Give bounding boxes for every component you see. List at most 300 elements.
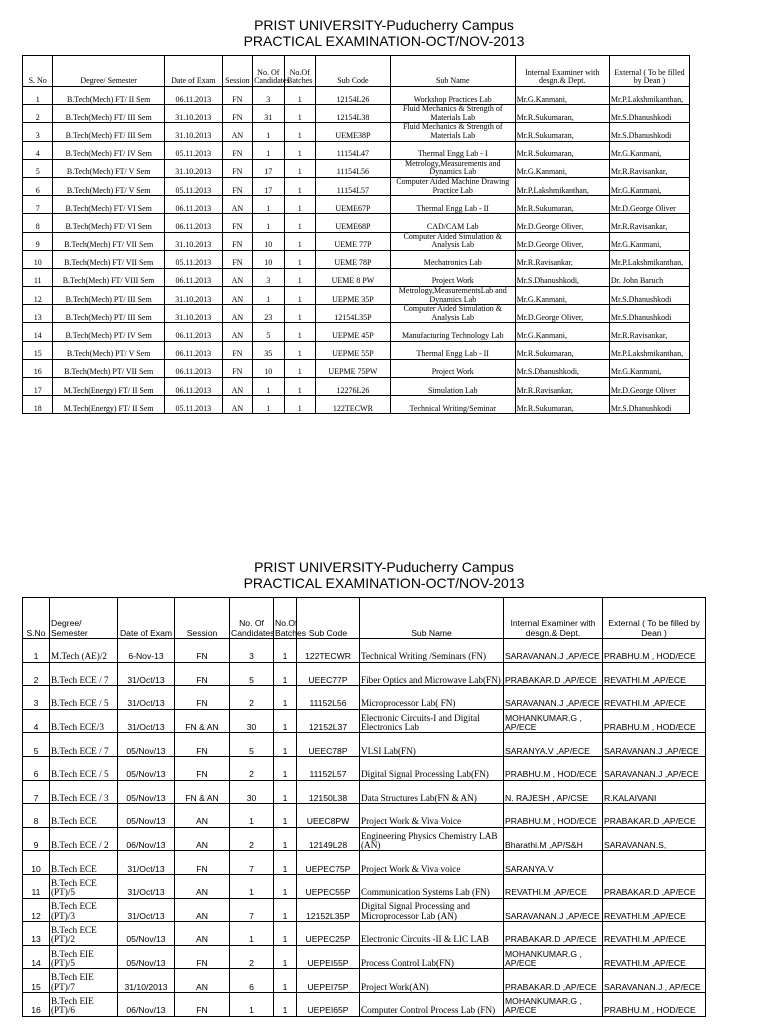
- table-cell: 3: [230, 639, 274, 663]
- table-cell: Mr.S.Dhanushkodi: [609, 287, 689, 305]
- table-row: [23, 780, 706, 804]
- table-cell: 23: [253, 305, 284, 323]
- table-cell: AN: [222, 287, 252, 305]
- table-cell: 1: [284, 378, 315, 396]
- table-cell: SARAVANAN.J ,AP/ECE: [504, 686, 603, 710]
- table-cell: 11154L57: [315, 177, 390, 195]
- table-cell: Mr.R.Ravisankar,: [609, 214, 689, 232]
- table-cell: Electronic Circuits -II & LIC LAB: [360, 922, 504, 946]
- table-cell: AN: [222, 305, 252, 323]
- table-cell: 05.11.2013: [164, 250, 222, 268]
- table-cell: 06.11.2013: [164, 378, 222, 396]
- table-cell: Data Structures Lab(FN & AN): [360, 780, 504, 804]
- table-cell: 06.11.2013: [164, 87, 222, 105]
- table-cell: 1: [274, 851, 297, 875]
- table-cell: 10: [253, 250, 284, 268]
- table-cell: 31.10.2013: [164, 105, 222, 123]
- table-cell: 3: [253, 87, 284, 105]
- table-cell: FN: [175, 662, 230, 686]
- table-cell: Mr.G.Kanmani,: [515, 287, 609, 305]
- table-cell: 12: [23, 898, 50, 922]
- table-cell: 1: [274, 992, 297, 1016]
- table-cell: 11: [23, 874, 50, 898]
- table-cell: 05.11.2013: [164, 177, 222, 195]
- column-header: Session: [175, 598, 230, 639]
- table-cell: AN: [222, 123, 252, 141]
- table-cell: FN: [175, 992, 230, 1016]
- table-cell: AN: [175, 969, 230, 993]
- table-cell: Mr.G.Kanmani,: [515, 87, 609, 105]
- table-cell: Mr.G.Kanmani,: [515, 323, 609, 341]
- table-row: [23, 898, 706, 922]
- table-cell: Mr.G.Kanmani,: [515, 159, 609, 177]
- table-cell: 31/Oct/13: [118, 709, 175, 733]
- table-cell: UEPEI55P: [297, 945, 360, 969]
- table-cell: 1: [253, 287, 284, 305]
- table-cell: 1: [284, 214, 315, 232]
- table-cell: 1: [274, 639, 297, 663]
- table-cell: UEME 8 PW: [315, 268, 390, 286]
- table-row: [23, 323, 690, 341]
- table-cell: 1: [274, 874, 297, 898]
- table-cell: 10: [253, 359, 284, 377]
- table-cell: FN: [222, 105, 252, 123]
- table-cell: CAD/CAM Lab: [390, 214, 515, 232]
- table-cell: B.Tech(Mech) FT/ VI Sem: [53, 214, 165, 232]
- table-row: [23, 662, 706, 686]
- column-header: Sub Name: [390, 56, 515, 87]
- table-cell: FN: [222, 141, 252, 159]
- table-cell: 5: [230, 733, 274, 757]
- table-cell: 06/Nov/13: [118, 992, 175, 1016]
- table-cell: UEPEI65P: [297, 992, 360, 1016]
- table-cell: 6: [230, 969, 274, 993]
- table-cell: 31/Oct/13: [118, 662, 175, 686]
- table-row: [23, 177, 690, 195]
- table-cell: Project Work(AN): [360, 969, 504, 993]
- table-cell: Mr.R.Sukumaran,: [515, 105, 609, 123]
- table-cell: 1: [230, 804, 274, 828]
- table-cell: FN: [222, 87, 252, 105]
- table-cell: AN: [222, 196, 252, 214]
- table-cell: 05/Nov/13: [118, 756, 175, 780]
- table-row: [23, 378, 690, 396]
- table-cell: UEPME 35P: [315, 287, 390, 305]
- table-cell: Project Work & Viva voice: [360, 851, 504, 875]
- table-cell: 31.10.2013: [164, 123, 222, 141]
- table-cell: B.Tech EIE (PT)/7: [50, 969, 118, 993]
- table-cell: 1: [284, 87, 315, 105]
- table-cell: FN: [175, 686, 230, 710]
- table-cell: Mr.D.George Oliver,: [515, 305, 609, 323]
- table-cell: B.Tech ECE (PT)/2: [50, 922, 118, 946]
- table-cell: Mr.R.Ravisankar,: [609, 323, 689, 341]
- table-cell: B.Tech ECE / 5: [50, 686, 118, 710]
- table-cell: SARAVANAN.S,: [603, 827, 706, 851]
- table-cell: 1: [284, 268, 315, 286]
- table-cell: MOHANKUMAR.G , AP/ECE: [504, 709, 603, 733]
- table-row: [23, 686, 706, 710]
- table-cell: M.Tech(Energy) FT/ II Sem: [53, 396, 165, 414]
- table-cell: Process Control Lab(FN): [360, 945, 504, 969]
- table-cell: 9: [23, 232, 53, 250]
- table-cell: UEME 77P: [315, 232, 390, 250]
- table-cell: 122TECWR: [315, 396, 390, 414]
- table-cell: PRABAKAR.D ,AP/ECE: [504, 969, 603, 993]
- table-cell: 1: [230, 992, 274, 1016]
- table-row: [23, 105, 690, 123]
- table-cell: UEPEC25P: [297, 922, 360, 946]
- table-cell: 2: [230, 756, 274, 780]
- table-cell: 6: [23, 756, 50, 780]
- section2-subtitle: PRACTICAL EXAMINATION-OCT/NOV-2013: [243, 575, 525, 591]
- table-cell: 7: [230, 851, 274, 875]
- table-cell: 12154L35P: [315, 305, 390, 323]
- table-cell: UEPME 55P: [315, 341, 390, 359]
- table-row: [23, 250, 690, 268]
- table-cell: UEPEI75P: [297, 969, 360, 993]
- table-cell: B.Tech(Mech) PT/ IV Sem: [53, 323, 165, 341]
- table-header-row: [23, 598, 706, 639]
- table-cell: REVATHI.M ,AP/ECE: [603, 945, 706, 969]
- table-cell: AN: [222, 396, 252, 414]
- table-row: [23, 756, 706, 780]
- table-cell: FN: [175, 733, 230, 757]
- table-cell: 05.11.2013: [164, 396, 222, 414]
- table-cell: 11: [23, 268, 53, 286]
- table-cell: REVATHI.M ,AP/ECE: [603, 686, 706, 710]
- table-cell: FN: [222, 359, 252, 377]
- table-cell: FN: [222, 250, 252, 268]
- table-cell: UEPME 45P: [315, 323, 390, 341]
- table-cell: PRABAKAR.D ,AP/ECE: [504, 922, 603, 946]
- table-cell: Mr.S.Dhanushkodi: [609, 123, 689, 141]
- column-header: S. No: [23, 56, 53, 87]
- table-cell: 1: [230, 874, 274, 898]
- table-cell: Microprocessor Lab( FN): [360, 686, 504, 710]
- table-cell: 15: [23, 969, 50, 993]
- table-cell: 12149L28: [297, 827, 360, 851]
- table-cell: SARANYA.V ,AP/ECE: [504, 733, 603, 757]
- section2-header: [0, 559, 768, 591]
- table-cell: 06.11.2013: [164, 268, 222, 286]
- table-row: [23, 827, 706, 851]
- table-row: [23, 341, 690, 359]
- table-cell: 12: [23, 287, 53, 305]
- table-cell: PRABHU.M , HOD/ECE: [603, 639, 706, 663]
- table-cell: UEPEC55P: [297, 874, 360, 898]
- table-row: [23, 159, 690, 177]
- table-cell: 7: [230, 898, 274, 922]
- table-cell: 05/Nov/13: [118, 733, 175, 757]
- table-cell: Computer Aided Simulation & Analysis Lab: [390, 232, 515, 250]
- table-cell: AN: [222, 323, 252, 341]
- table-cell: 1: [284, 323, 315, 341]
- table-cell: M.Tech (AE)/2: [50, 639, 118, 663]
- table-row: [23, 874, 706, 898]
- column-header: Date of Exam: [164, 56, 222, 87]
- table-cell: 14: [23, 945, 50, 969]
- table-cell: 06.11.2013: [164, 341, 222, 359]
- table-cell: REVATHI.M ,AP/ECE: [504, 874, 603, 898]
- table-cell: 1: [284, 105, 315, 123]
- table-row: [23, 196, 690, 214]
- table-cell: 10: [23, 851, 50, 875]
- table-cell: PRABHU.M , HOD/ECE: [504, 756, 603, 780]
- table-cell: 12154L38: [315, 105, 390, 123]
- table-cell: 1: [274, 804, 297, 828]
- table-cell: 05/Nov/13: [118, 780, 175, 804]
- table-cell: 11152L56: [297, 686, 360, 710]
- table-cell: FN: [175, 945, 230, 969]
- table-cell: 10: [253, 232, 284, 250]
- table-cell: 30: [230, 709, 274, 733]
- table-cell: 8: [23, 804, 50, 828]
- table-cell: Dr. John Baruch: [609, 268, 689, 286]
- table-cell: 1: [253, 378, 284, 396]
- column-header: Degree/ Semester: [50, 598, 118, 639]
- table-cell: Computer Aided Machine Drawing Practice Lab: [390, 177, 515, 195]
- table-cell: R.KALAIVANI: [603, 780, 706, 804]
- section1-title: PRIST UNIVERSITY-Puducherry Campus: [254, 17, 514, 33]
- table-cell: B.Tech ECE / 7: [50, 733, 118, 757]
- table-cell: 31.10.2013: [164, 305, 222, 323]
- table-cell: 1: [274, 922, 297, 946]
- table-cell: Mr.D.George Oliver: [609, 378, 689, 396]
- table-cell: 1: [23, 639, 50, 663]
- table-cell: 17: [253, 177, 284, 195]
- table-cell: SARAVANAN.J ,AP/ECE: [603, 756, 706, 780]
- table-cell: Simulation Lab: [390, 378, 515, 396]
- table-cell: Mr.R.Ravisankar,: [515, 378, 609, 396]
- table-cell: VLSI Lab(FN): [360, 733, 504, 757]
- column-header: No.Of Batches: [274, 598, 297, 639]
- column-header: Sub Code: [315, 56, 390, 87]
- table-cell: 1: [274, 969, 297, 993]
- table-cell: AN: [175, 874, 230, 898]
- table-cell: 05/Nov/13: [118, 922, 175, 946]
- table-cell: Mr.R.Ravisankar,: [515, 250, 609, 268]
- table-cell: UEPME 75PW: [315, 359, 390, 377]
- table-cell: 2: [230, 686, 274, 710]
- table-cell: 1: [284, 359, 315, 377]
- table-cell: B.Tech(Mech) FT/ III Sem: [53, 105, 165, 123]
- table-row: [23, 87, 690, 105]
- table-cell: UEEC8PW: [297, 804, 360, 828]
- table-cell: PRABHU.M , HOD/ECE: [504, 804, 603, 828]
- column-header: Date of Exam: [118, 598, 175, 639]
- table-cell: 4: [23, 141, 53, 159]
- section2-title: PRIST UNIVERSITY-Puducherry Campus: [254, 559, 514, 575]
- table-cell: N. RAJESH , AP/CSE: [504, 780, 603, 804]
- table-cell: B.Tech(Mech) PT/ III Sem: [53, 305, 165, 323]
- table-cell: 16: [23, 359, 53, 377]
- table-cell: Mr.R.Sukumaran,: [515, 196, 609, 214]
- table-row: [23, 141, 690, 159]
- table-cell: 12152L37: [297, 709, 360, 733]
- table-cell: MOHANKUMAR.G , AP/ECE: [504, 992, 603, 1016]
- table-cell: 1: [284, 159, 315, 177]
- table-cell: Mr.P.Lakshmikanthan,: [515, 177, 609, 195]
- table-cell: 1: [284, 141, 315, 159]
- table-row: [23, 396, 690, 414]
- table-cell: 12154L26: [315, 87, 390, 105]
- table-cell: Mr.P.Lakshmikanthan,: [609, 250, 689, 268]
- table-cell: AN: [175, 804, 230, 828]
- table-cell: 1: [284, 196, 315, 214]
- table-cell: 31.10.2013: [164, 232, 222, 250]
- table-cell: AN: [222, 378, 252, 396]
- table-cell: 7: [23, 780, 50, 804]
- table-cell: AN: [222, 268, 252, 286]
- table-cell: Communication Systems Lab (FN): [360, 874, 504, 898]
- table-cell: 1: [274, 662, 297, 686]
- table-cell: B.Tech(Mech) PT/ VII Sem: [53, 359, 165, 377]
- table-cell: Mr.R.Sukumaran,: [515, 341, 609, 359]
- table-cell: 1: [284, 232, 315, 250]
- table-cell: SARAVANAN.J , AP/ECE: [603, 969, 706, 993]
- table-cell: SARAVANAN.J ,AP/ECE: [603, 733, 706, 757]
- table-cell: 1: [274, 780, 297, 804]
- table-cell: 18: [23, 396, 53, 414]
- table-cell: Thermal Engg Lab - II: [390, 341, 515, 359]
- table-cell: 31.10.2013: [164, 287, 222, 305]
- table-cell: 5: [253, 323, 284, 341]
- table-cell: Technical Writing/Seminar: [390, 396, 515, 414]
- table-cell: Mr.S.Dhanushkodi,: [515, 359, 609, 377]
- table-cell: 5: [23, 733, 50, 757]
- table-cell: 1: [284, 396, 315, 414]
- exam-table-ece: [22, 597, 706, 1017]
- table-cell: 4: [23, 709, 50, 733]
- table-row: [23, 214, 690, 232]
- table-cell: Fiber Optics and Microwave Lab(FN): [360, 662, 504, 686]
- table-cell: Bharathi.M ,AP/S&H: [504, 827, 603, 851]
- table-row: [23, 709, 706, 733]
- table-cell: Mr.G.Kanmani,: [609, 141, 689, 159]
- table-cell: Fluid Mechanics & Strength of Materials Lab: [390, 105, 515, 123]
- table-cell: 1: [253, 196, 284, 214]
- table-cell: PRABAKAR.D ,AP/ECE: [603, 874, 706, 898]
- table-row: [23, 992, 706, 1016]
- table-cell: Mr.P.Lakshmikanthan,: [609, 87, 689, 105]
- table-cell: Mr.G.Kanmani,: [609, 232, 689, 250]
- table-cell: 11154L56: [315, 159, 390, 177]
- table-row: [23, 359, 690, 377]
- table-cell: B.Tech(Mech) FT/ VII Sem: [53, 232, 165, 250]
- table-cell: 31/10/2013: [118, 969, 175, 993]
- table-cell: Project Work: [390, 359, 515, 377]
- table-cell: Mr.D.George Oliver,: [515, 232, 609, 250]
- table-cell: Computer Control Process Lab (FN): [360, 992, 504, 1016]
- table-row: [23, 804, 706, 828]
- table-cell: 1: [253, 141, 284, 159]
- table-cell: AN: [175, 922, 230, 946]
- table-cell: UEPEC75P: [297, 851, 360, 875]
- table-cell: FN: [175, 851, 230, 875]
- table-cell: 30: [230, 780, 274, 804]
- table-cell: 2: [230, 945, 274, 969]
- table-cell: PRABAKAR.D ,AP/ECE: [504, 662, 603, 686]
- table-cell: Thermal Engg Lab - I: [390, 141, 515, 159]
- table-row: [23, 969, 706, 993]
- table-cell: 3: [23, 686, 50, 710]
- table-cell: B.Tech ECE: [50, 804, 118, 828]
- column-header: External ( To be filled by Dean ): [609, 56, 689, 87]
- table-cell: 11152L57: [297, 756, 360, 780]
- table-cell: UEME 78P: [315, 250, 390, 268]
- table-cell: Engineering Physics Chemistry LAB (AN): [360, 827, 504, 851]
- table-cell: B.Tech(Mech) PT/ V Sem: [53, 341, 165, 359]
- table-cell: 1: [284, 250, 315, 268]
- section1-subtitle: PRACTICAL EXAMINATION-OCT/NOV-2013: [243, 33, 525, 49]
- table-cell: Manufacturing Technology Lab: [390, 323, 515, 341]
- table-cell: [603, 851, 706, 875]
- table-cell: UEEC78P: [297, 733, 360, 757]
- table-cell: Electronic Circuits-I and Digital Electronics Lab: [360, 709, 504, 733]
- table-cell: 3: [23, 123, 53, 141]
- table-cell: REVATHI.M ,AP/ECE: [603, 898, 706, 922]
- table-cell: Fluid Mechanics & Strength of Materials Lab: [390, 123, 515, 141]
- table-cell: 13: [23, 305, 53, 323]
- table-row: [23, 922, 706, 946]
- table-cell: 3: [253, 268, 284, 286]
- table-cell: FN: [222, 159, 252, 177]
- table-row: [23, 639, 706, 663]
- table-cell: B.Tech(Mech) FT/ VI Sem: [53, 196, 165, 214]
- table-cell: Mr.R.Sukumaran,: [515, 123, 609, 141]
- table-cell: Technical Writing /Seminars (FN): [360, 639, 504, 663]
- table-cell: Digital Signal Processing Lab(FN): [360, 756, 504, 780]
- column-header: No. Of Candidates: [253, 56, 284, 87]
- table-cell: 1: [274, 709, 297, 733]
- table-cell: Thermal Engg Lab - II: [390, 196, 515, 214]
- table-cell: FN: [222, 214, 252, 232]
- table-cell: B.Tech(Mech) FT/ VII Sem: [53, 250, 165, 268]
- table-cell: 1: [230, 922, 274, 946]
- table-cell: 06.11.2013: [164, 359, 222, 377]
- table-cell: FN & AN: [175, 709, 230, 733]
- table-cell: FN: [175, 639, 230, 663]
- table-cell: FN: [222, 232, 252, 250]
- table-cell: B.Tech(Mech) FT/ VIII Sem: [53, 268, 165, 286]
- table-row: [23, 232, 690, 250]
- table-cell: 1: [284, 341, 315, 359]
- column-header: Session: [222, 56, 252, 87]
- table-cell: UEME67P: [315, 196, 390, 214]
- table-cell: Computer Aided Simulation & Analysis Lab: [390, 305, 515, 323]
- column-header: Sub Code: [297, 598, 360, 639]
- table-row: [23, 851, 706, 875]
- table-cell: B.Tech ECE / 3: [50, 780, 118, 804]
- table-cell: 17: [253, 159, 284, 177]
- column-header: Internal Examiner with desgn.& Dept.: [515, 56, 609, 87]
- table-cell: 31/Oct/13: [118, 851, 175, 875]
- table-cell: UEME68P: [315, 214, 390, 232]
- table-cell: 12152L35P: [297, 898, 360, 922]
- table-cell: 1: [274, 827, 297, 851]
- table-cell: FN & AN: [175, 780, 230, 804]
- table-cell: MOHANKUMAR.G , AP/ECE: [504, 945, 603, 969]
- table-cell: PRABHU.M , HOD/ECE: [603, 709, 706, 733]
- table-cell: B.Tech ECE (PT)/3: [50, 898, 118, 922]
- table-cell: REVATHI.M ,AP/ECE: [603, 662, 706, 686]
- table-cell: Mr.R.Ravisankar,: [609, 159, 689, 177]
- table-cell: 35: [253, 341, 284, 359]
- table-cell: Digital Signal Processing and Microprocessor Lab (AN): [360, 898, 504, 922]
- table-cell: 06/Nov/13: [118, 827, 175, 851]
- table-cell: SARAVANAN.J ,AP/ECE: [504, 639, 603, 663]
